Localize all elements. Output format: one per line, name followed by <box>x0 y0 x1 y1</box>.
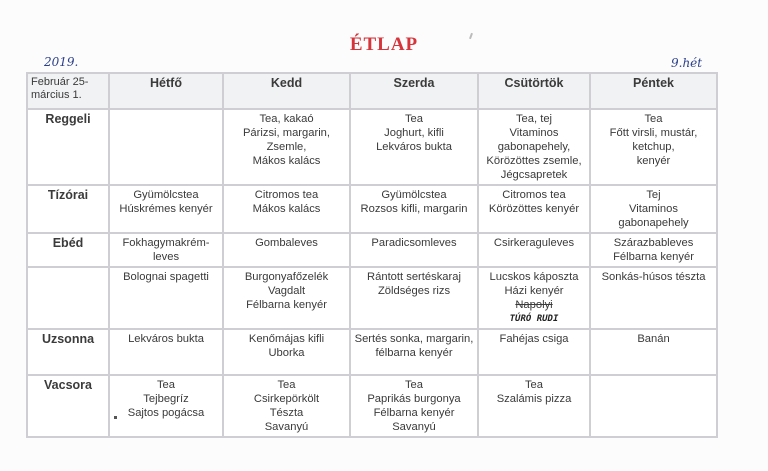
menu-cell <box>224 376 349 436</box>
menu-cell <box>351 110 477 184</box>
menu-cell <box>224 268 349 328</box>
menu-item: Félbarna kenyér <box>613 251 694 263</box>
menu-item: Joghurt, kifli <box>384 127 444 139</box>
menu-item: Szárazbableves <box>613 237 694 249</box>
menu-cell <box>479 110 589 184</box>
menu-item: Citromos tea <box>254 189 319 201</box>
menu-item: Paradicsomleves <box>371 237 457 249</box>
menu-item: Félbarna kenyér <box>246 299 327 311</box>
menu-cell <box>479 186 589 232</box>
menu-cell <box>224 110 349 184</box>
menu-cell <box>110 268 222 328</box>
menu-cell <box>591 186 716 232</box>
menu-item: Zsemle, <box>266 141 307 153</box>
menu-item: félbarna kenyér <box>375 347 453 359</box>
page-title: ÉTLAP <box>349 34 419 55</box>
meal-label: Uzsonna <box>28 330 108 374</box>
menu-cell <box>479 376 589 436</box>
menu-item: Tea <box>277 379 296 391</box>
meal-row-vacsora <box>28 376 716 436</box>
menu-item: Fahéjas csiga <box>499 333 569 345</box>
menu-item: Bolognai spagetti <box>123 271 209 283</box>
menu-item: Uborka <box>268 347 305 359</box>
menu-item: gabonapehely, <box>497 141 571 153</box>
menu-table <box>26 72 718 438</box>
menu-item: Tea, tej <box>515 113 553 125</box>
menu-item: Tea <box>404 379 424 391</box>
menu-cell <box>110 186 222 232</box>
menu-cell <box>351 330 477 374</box>
handwritten-week: 9.hét <box>671 56 703 70</box>
meal-label: Tízórai <box>28 186 108 232</box>
menu-item: Körözöttes kenyér <box>488 203 580 215</box>
menu-cell <box>351 268 477 328</box>
meal-row-tizorai <box>28 186 716 232</box>
menu-item: Zöldséges rizs <box>377 285 451 297</box>
meal-label: Ebéd <box>28 234 108 266</box>
menu-item: Tej <box>646 189 661 201</box>
menu-cell <box>110 234 222 266</box>
menu-item: Tea <box>156 379 176 391</box>
menu-item: Sonkás-húsos tészta <box>601 271 706 283</box>
menu-item: leves <box>152 251 180 263</box>
menu-cell <box>351 186 477 232</box>
menu-item: Savanyú <box>392 421 436 433</box>
menu-cell <box>224 330 349 374</box>
menu-item: Mákos kalács <box>252 203 321 215</box>
handwritten-replacement: TÚRÓ RUDI <box>509 314 559 324</box>
menu-item: Fokhagymakrém- <box>122 237 210 249</box>
day-header-csutortok: Csütörtök <box>479 74 589 108</box>
menu-item: Tea <box>404 113 424 125</box>
menu-item: Lekváros bukta <box>376 141 452 153</box>
menu-cell <box>224 234 349 266</box>
menu-item: Vitaminos gabonapehely <box>618 203 689 229</box>
menu-cell <box>591 110 716 184</box>
menu-cell <box>351 376 477 436</box>
menu-item: Rántott sertéskaraj <box>367 271 461 283</box>
menu-cell <box>591 234 716 266</box>
menu-item: Vagdalt <box>267 285 306 297</box>
day-header-pentek: Péntek <box>591 74 716 108</box>
menu-item: Szalámis pizza <box>496 393 572 405</box>
menu-item: Félbarna kenyér <box>373 407 455 419</box>
menu-cell <box>110 376 222 436</box>
menu-item: Tea <box>524 379 544 391</box>
menu-cell <box>351 234 477 266</box>
menu-item: Jégcsapretek <box>500 169 568 181</box>
menu-item: Citromos tea <box>502 189 566 201</box>
meal-row-ebed-main <box>28 268 716 328</box>
menu-item: Kenőmájas kifli <box>248 333 325 345</box>
meal-row-uzsonna <box>28 330 716 374</box>
menu-item: Tea, kakaó <box>259 113 314 125</box>
meal-row-ebed <box>28 234 716 266</box>
menu-item: Csirkeraguleves <box>493 237 575 249</box>
menu-item: Húskrémes kenyér <box>119 203 213 215</box>
menu-cell <box>591 376 716 436</box>
menu-item: Rozsos kifli, margarin <box>360 203 468 215</box>
menu-item: ketchup, <box>632 141 675 153</box>
menu-item: Tejbegríz <box>143 393 189 405</box>
menu-item: Sajtos pogácsa <box>127 407 205 419</box>
menu-item: Főtt virsli, mustár, <box>609 127 698 139</box>
period-line: március 1. <box>31 89 82 101</box>
period-cell <box>28 74 108 108</box>
menu-item: Sertés sonka, margarin, <box>354 333 474 345</box>
menu-item: Párizsi, margarin, <box>242 127 331 139</box>
meal-label: Vacsora <box>28 376 108 436</box>
period-line: Február 25- <box>31 76 89 88</box>
menu-item: Vitaminos <box>509 127 559 139</box>
struck-item: Napolyi <box>515 299 553 311</box>
menu-item: Lekváros bukta <box>128 333 204 345</box>
menu-item: Tészta <box>269 407 304 419</box>
menu-item: Csirkepörkölt <box>253 393 320 405</box>
menu-item: Burgonyafőzelék <box>244 271 329 283</box>
menu-item: Banán <box>637 333 670 345</box>
menu-item: Lucskos káposzta <box>489 271 579 283</box>
menu-item: Gombaleves <box>255 237 318 249</box>
menu-item: Gyümölcstea <box>133 189 199 201</box>
menu-cell <box>110 330 222 374</box>
menu-item: kenyér <box>636 155 671 167</box>
menu-cell <box>591 330 716 374</box>
menu-cell <box>479 330 589 374</box>
meal-row-reggeli <box>28 110 716 184</box>
day-header-hetfo: Hétfő <box>110 74 222 108</box>
menu-item: Körözöttes zsemle, <box>486 155 582 167</box>
day-header-kedd: Kedd <box>224 74 349 108</box>
menu-cell <box>479 268 589 328</box>
meal-label: Reggeli <box>28 110 108 184</box>
stray-mark <box>114 416 117 419</box>
menu-item: Savanyú <box>264 421 309 433</box>
menu-item: Tea <box>644 113 663 125</box>
menu-cell <box>224 186 349 232</box>
header-row <box>28 74 716 108</box>
menu-item: Gyümölcstea <box>381 189 447 201</box>
menu-item: Mákos kalács <box>252 155 321 167</box>
menu-item: Paprikás burgonya <box>367 393 461 405</box>
menu-cell <box>110 110 222 184</box>
menu-cell <box>479 234 589 266</box>
menu-item: Házi kenyér <box>504 285 564 297</box>
day-header-szerda: Szerda <box>351 74 477 108</box>
meal-label <box>28 268 108 328</box>
handwritten-year: 2019. <box>44 55 79 69</box>
menu-cell <box>591 268 716 328</box>
